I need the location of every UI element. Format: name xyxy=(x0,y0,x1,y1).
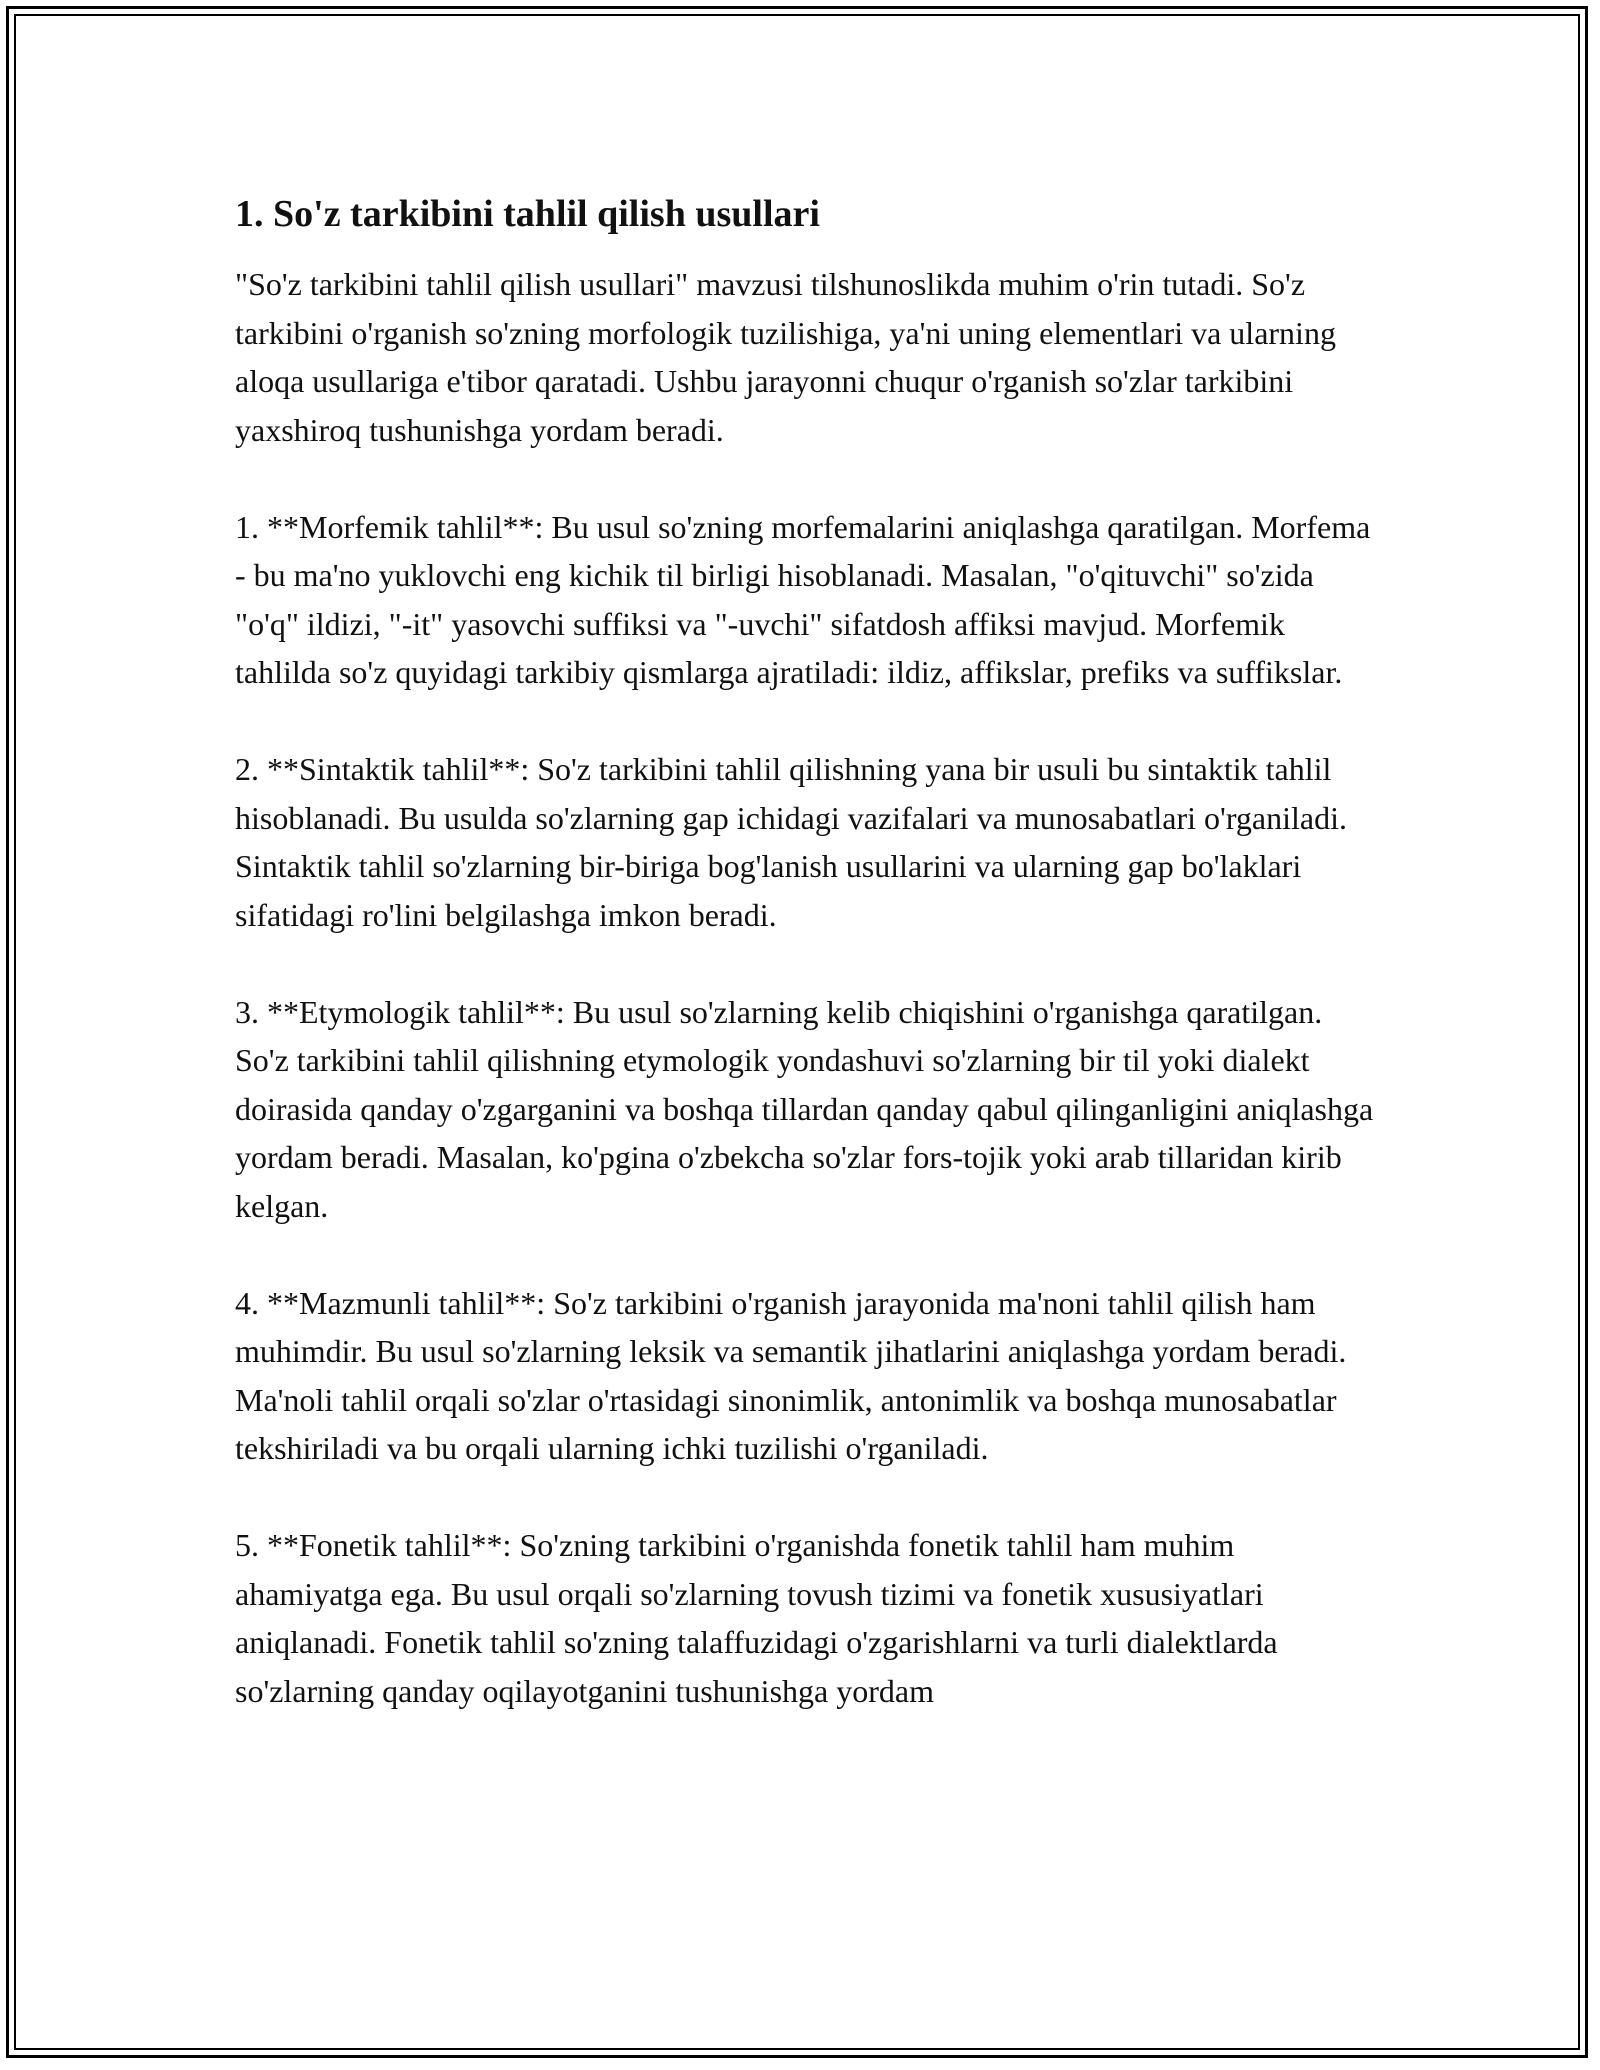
syntactic-analysis-paragraph: 2. **Sintaktik tahlil**: So'z tarkibini tahlil qilishning yana bir usuli bu sintaktik tahlil hisoblanadi. Bu usulda so'zlarning gap ichidagi vazifalari va munosabatlari o'rganiladi. Sintaktik tahlil so'zlarning bir-biriga bog'lanish usullarini va ularning gap bo'laklari sifatidagi ro'lini belgilashga imkon beradi. xyxy=(235,751,1347,933)
morphemic-analysis-paragraph: 1. **Morfemik tahlil**: Bu usul so'zning morfemalarini aniqlashga qaratilgan. Morfema - bu ma'no yuklovchi eng kichik til birligi hisoblanadi. Masalan, "o'qituvchi" so'zida "o'q" ildizi, "-it" yasovchi suffiksi va "-uvchi" sifatdosh affiksi mavjud. Morfemik tahlilda so'z quyidagi tarkibiy qismlarga ajratiladi: ildiz, affikslar, prefiks va suffikslar. xyxy=(235,508,1371,690)
phonetic-analysis-paragraph: 5. **Fonetik tahlil**: So'zning tarkibini o'rganishda fonetik tahlil ham muhim ahamiyatga ega. Bu usul orqali so'zlarning tovush tizimi va fonetik xususiyatlari aniqlanadi. Fonetik tahlil so'zning talaffuzidagi o'zgarishlarni va turli dialektlarda so'zlarning qanday oqilayotganini tushunishga yordam xyxy=(235,1527,1278,1709)
intro-paragraph: "So'z tarkibini tahlil qilish usullari" mavzusi tilshunoslikda muhim o'rin tutadi. So'z tarkibini o'rganish so'zning morfologik tuzilishiga, ya'ni uning elementlari va ularning aloqa usullariga e'tibor qaratadi. Ushbu jarayonni chuqur o'rganish so'zlar tarkibini yaxshiroq tushunishga yordam beradi. xyxy=(235,266,1336,448)
semantic-analysis-paragraph: 4. **Mazmunli tahlil**: So'z tarkibini o'rganish jarayonida ma'noni tahlil qilish ham muhimdir. Bu usul so'zlarning leksik va semantik jihatlarini aniqlashga yordam beradi. Ma'noli tahlil orqali so'zlar o'rtasidagi sinonimlik, antonimlik va boshqa munosabatlar tekshiriladi va bu orqali ularning ichki tuzilishi o'rganiladi. xyxy=(235,1284,1347,1466)
section-title: 1. So'z tarkibini tahlil qilish usullari xyxy=(235,193,820,235)
document-body xyxy=(235,190,1375,1715)
etymological-analysis-paragraph: 3. **Etymologik tahlil**: Bu usul so'zlarning kelib chiqishini o'rganishga qaratilgan. So'z tarkibini tahlil qilishning etymologik yondashuvi so'zlarning bir til yoki dialekt doirasida qanday o'zgarganini va boshqa tillardan qanday qabul qilinganligini aniqlashga yordam beradi. Masalan, ko'pgina o'zbekcha so'zlar fors-tojik yoki arab tillaridan kirib kelgan. xyxy=(235,993,1374,1224)
